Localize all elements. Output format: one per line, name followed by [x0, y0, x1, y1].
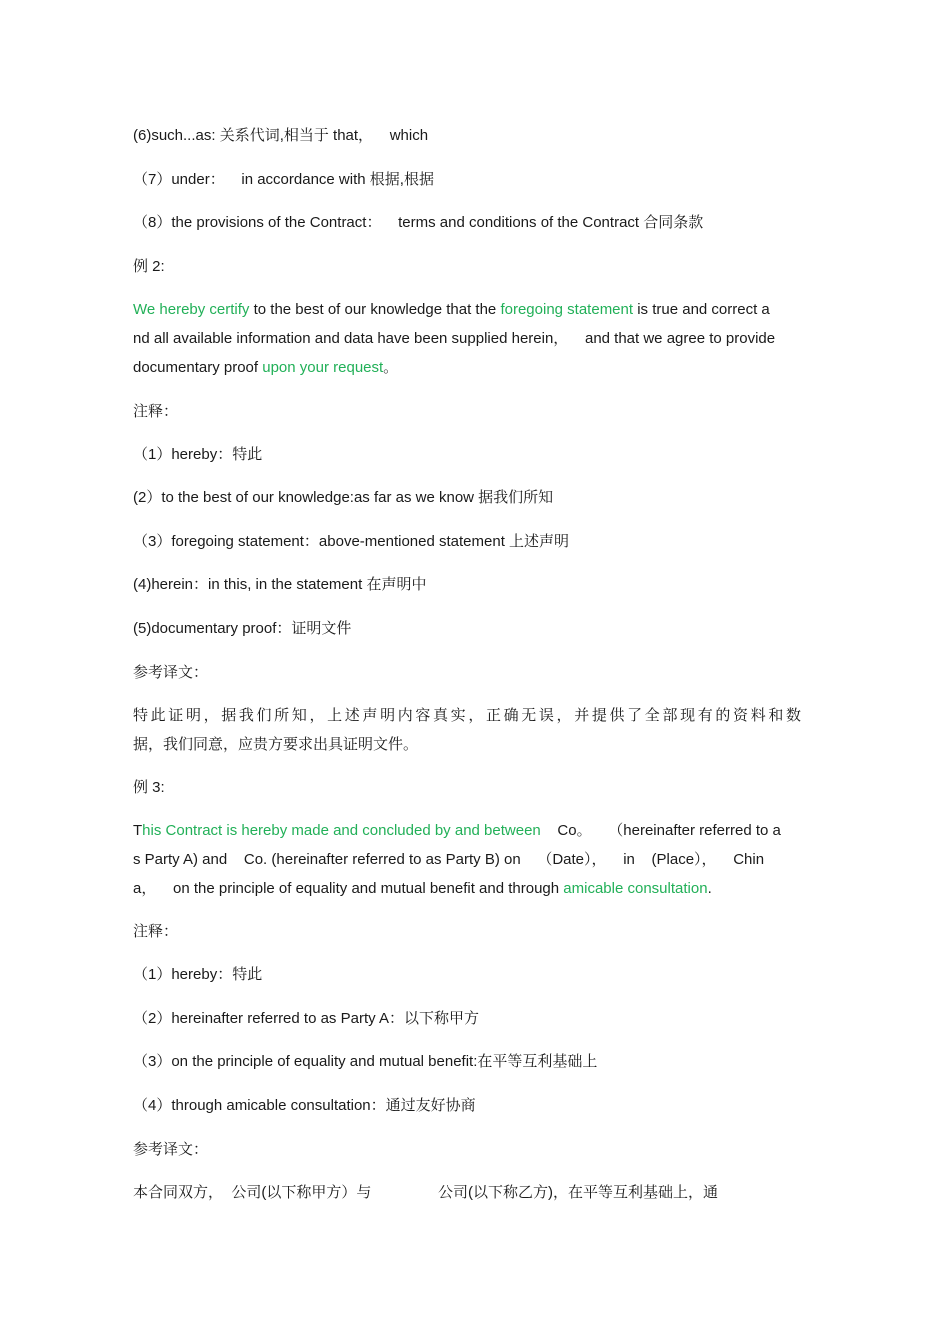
note-hereby-2: （1）hereby：特此: [133, 966, 263, 983]
note-party-a: （2）hereinafter referred to as Party A：以下称甲方: [133, 1010, 479, 1027]
translation-line-2: 据，我们同意，应贵方要求出具证明文件。: [133, 736, 419, 753]
body-text: .: [707, 880, 712, 897]
body-text: is true and correct a: [633, 301, 770, 318]
note-herein: (4)herein：in this, in the statement 在声明中: [133, 576, 427, 593]
note-foregoing: （3）foregoing statement：above-mentioned statement 上述声明: [133, 533, 570, 550]
note-such-as: (6)such...as: 关系代词,相当于 that， which: [133, 127, 429, 144]
translation-line-3: 本合同双方， 公司(以下称甲方）与 公司(以下称乙方)，在平等互利基础上，通: [133, 1184, 719, 1201]
example-2-line-2: nd all available information and data have been supplied herein， and that we agree to provide: [133, 330, 776, 347]
notes-heading: 注释：: [133, 403, 179, 420]
example-3-line-2: s Party A) and Co. (hereinafter referred to as Party B) on （Date）， in (Place）， Chin: [133, 851, 765, 868]
highlight-phrase: amicable consultation: [563, 880, 708, 897]
notes-heading-2: 注释：: [133, 923, 179, 940]
example-2-line-1: [133, 300, 801, 320]
body-text: T: [133, 822, 143, 839]
body-text: to the best of our knowledge that the: [249, 301, 501, 318]
translation-heading: 参考译文：: [133, 664, 209, 681]
highlight-phrase: We hereby certify: [133, 301, 250, 318]
body-text: a， on the principle of equality and mutual benefit and through: [133, 880, 564, 897]
example-2-heading: 例 2:: [133, 258, 165, 275]
note-best-knowledge: (2）to the best of our knowledge:as far as we know 据我们所知: [133, 489, 554, 506]
note-amicable: （4）through amicable consultation：通过友好协商: [133, 1097, 476, 1114]
body-text: 。: [383, 359, 399, 376]
body-text: documentary proof: [133, 359, 263, 376]
note-under: （7）under： in accordance with 根据,根据: [133, 171, 434, 188]
example-3-line-1: [133, 821, 801, 841]
note-documentary-proof: (5)documentary proof：证明文件: [133, 620, 352, 637]
translation-heading-2: 参考译文：: [133, 1141, 209, 1158]
highlight-phrase: foregoing statement: [500, 301, 634, 318]
example-2-line-3: [133, 358, 801, 378]
note-provisions: （8）the provisions of the Contract： terms and conditions of the Contract 合同条款: [133, 214, 704, 231]
body-text: Co。 （hereinafter referred to a: [540, 822, 781, 839]
note-equality: （3）on the principle of equality and mutual benefit:在平等互利基础上: [133, 1053, 598, 1070]
highlight-phrase: upon your request: [262, 359, 384, 376]
translation-line-1: 特此证明，据我们所知，上述声明内容真实，正确无误，并提供了全部现有的资料和数: [133, 707, 801, 724]
example-3-line-3: [133, 879, 801, 899]
note-hereby: （1）hereby：特此: [133, 446, 263, 463]
highlight-phrase: his Contract is hereby made and concluded by and between: [142, 822, 541, 839]
example-3-heading: 例 3:: [133, 779, 165, 796]
